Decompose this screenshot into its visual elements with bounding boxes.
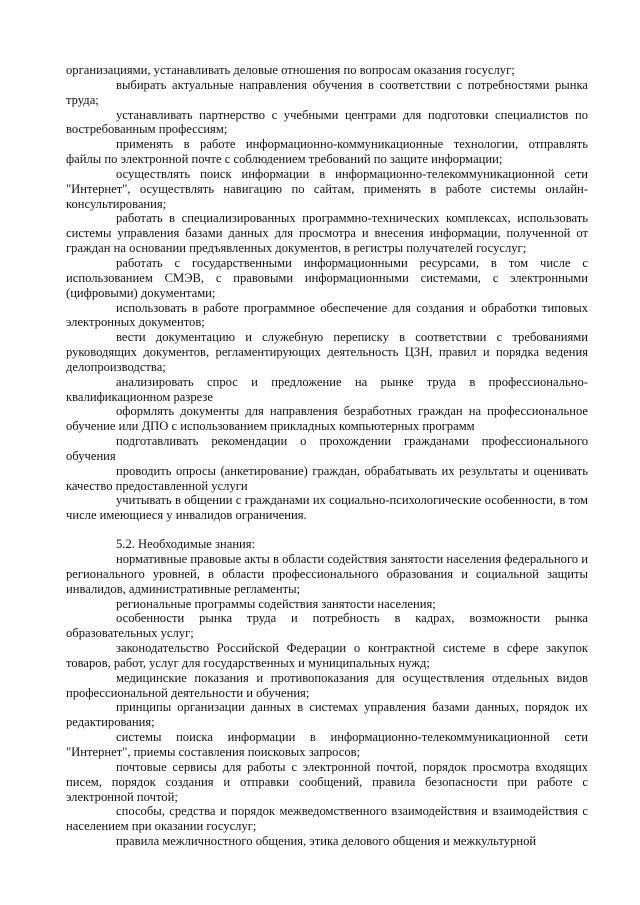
skill-item-10: оформлять документы для направления безработных граждан на профессиональное обучение или ДПО с использованием прикладных компьютерных программ <box>66 404 588 434</box>
skill-item-9: анализировать спрос и предложение на рынке труда в профессионально-квалификационном разрезе <box>66 374 588 404</box>
skill-item-12: проводить опросы (анкетирование) граждан, обрабатывать их результаты и оценивать качество предоставленной услуги <box>66 463 588 493</box>
knowledge-item-2: особенности рынка труда и потребность в кадрах, возможности рынка образовательных услуг; <box>66 611 588 641</box>
knowledge-item-6: системы поиска информации в информационно-телекоммуникационной сети "Интернет", приемы составления поисковых запросов; <box>66 730 588 759</box>
skill-item-1: выбирать актуальные направления обучения в соответствии с потребностями рынка труда; <box>66 77 588 107</box>
skill-item-0: организациями, устанавливать деловые отношения по вопросам оказания госуслуг; <box>66 63 515 77</box>
skill-item-8: вести документацию и служебную переписку в соответствии с требованиями руководящих документов, регламентирующих деятельность ЦЗН, правил и порядка ведения делопроизводства; <box>66 330 588 374</box>
skill-item-2: устанавливать партнерство с учебными центрами для подготовки специалистов по востребованным профессиям; <box>66 107 588 137</box>
skill-item-4: осуществлять поиск информации в информационно-телекоммуникационной сети "Интернет", осуществлять навигацию по сайтам, применять в работе системы онлайн-консультирования; <box>66 166 588 211</box>
knowledge-item-8: способы, средства и порядок межведомственного взаимодействия и взаимодействия с населением при оказании госуслуг; <box>66 804 588 834</box>
knowledge-item-3: законодательство Российской Федерации о контрактной системе в сфере закупок товаров, работ, услуг для государственных и муниципальных нужд; <box>66 641 588 670</box>
knowledge-item-4: медицинские показания и противопоказания для осуществления отдельных видов профессиональной деятельности и обучения; <box>66 670 588 700</box>
skill-item-5: работать в специализированных программно-технических комплексах, использовать системы управления базами данных для просмотра и внесения информации, полученной от граждан на основании предъявленных документов, в регистры получателей госуслуг; <box>66 211 588 256</box>
knowledge-item-7: почтовые сервисы для работы с электронной почтой, порядок просмотра входящих писем, порядок создания и отправки сообщений, правила безопасности при работе с электронной почтой; <box>66 759 588 804</box>
document-page <box>66 63 588 849</box>
skill-item-11: подготавливать рекомендации о прохождении гражданами профессионального обучения <box>66 434 588 463</box>
knowledge-item-5: принципы организации данных в системах управления базами данных, порядок их редактирования; <box>66 700 588 730</box>
knowledge-item-9: правила межличностного общения, этика делового общения и межкультурной <box>116 834 537 849</box>
skill-item-7: использовать в работе программное обеспечение для создания и обработки типовых электронных документов; <box>66 300 588 330</box>
skill-item-6: работать с государственными информационными ресурсами, в том числе с использованием СМЭВ, с правовыми информационными системами, с электронными (цифровыми) документами; <box>66 255 588 300</box>
knowledge-item-1: региональные программы содействия занятости населения; <box>116 596 436 611</box>
skill-item-3: применять в работе информационно-коммуникационные технологии, отправлять файлы по электронной почте с соблюдением требований по защите информации; <box>66 137 588 167</box>
section-heading: 5.2. Необходимые знания: <box>116 537 256 552</box>
knowledge-item-0: нормативные правовые акты в области содействия занятости населения федерального и регионального уровней, в области профессионального образования и социальной защиты инвалидов, административные регламенты; <box>66 552 588 596</box>
skill-item-13: учитывать в общении с гражданами их социально-психологические особенности, в том числе имеющиеся у инвалидов ограничения. <box>66 493 588 523</box>
